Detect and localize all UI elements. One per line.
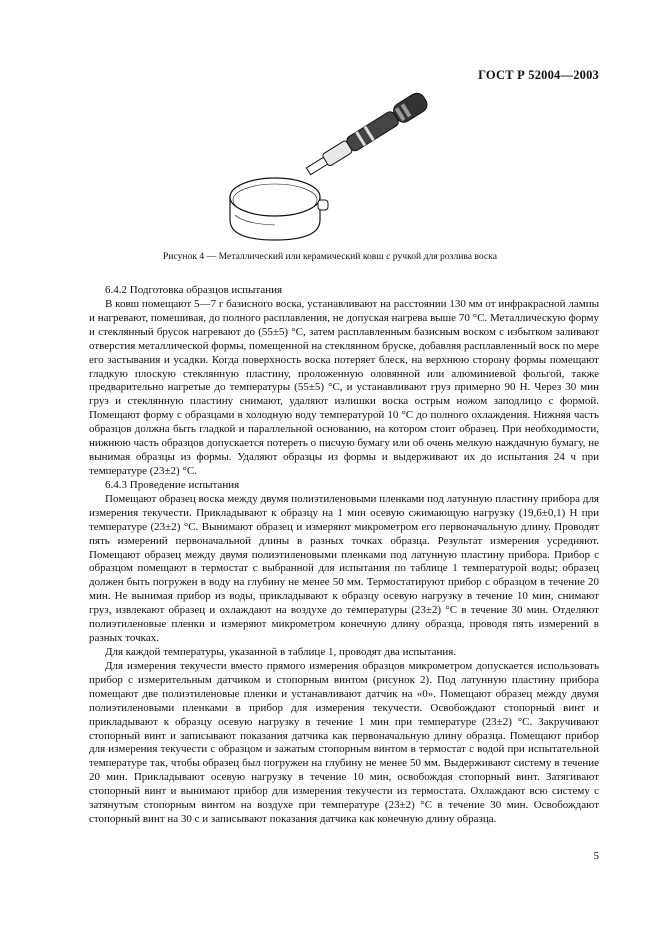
page-number: 5 [593, 850, 599, 862]
section-heading: 6.4.3 Проведение испытания [105, 478, 240, 491]
figure-caption: Рисунок 4 — Металлический или керамический ковш с ручкой для розлива воска [163, 251, 497, 262]
paragraph: В ковш помещают 5—7 г базисного воска, устанавливают на расстоянии 130 мм от инфракрасной лампы и нагревают, помешивая, до полного расплавления, не допуская нагрева выше 70 °С. Металлическую форму и стеклянный брусок нагревают до (55±5) °С, затем расплавленным базисным воском с избытком заливают отверстия металлической формы, помещенной на стеклянном бруске, добавляя расплавленный воск по мере его застывания и усадки. Когда поверхность воска потеряет блеск, на верхнюю сторону формы помещают гладкую плоскую стеклянную пластину, проложенную оловянной или алюминиевой фольгой, также предварительно нагретые до температуры (55±5) °С, и устанавливают груз примерно 90 Н. Через 30 мин груз и стеклянную пластину снимают, удаляют излишки воска острым ножом заподлицо с формой. Помещают форму с образцами в холодную воду температурой 10 °С до полного охлаждения. Нижняя часть образцов должна быть гладкой и параллельной основанию, на котором стоит образец. При необходимости, нижнюю часть образцов допускается потереть о писчую бумагу или об очень мелкую наждачную бумагу, не вынимая образцы из формы. Удаляют образцы из формы и выдерживают их до испытания 24 ч при температуре (23±2) °С. [89, 297, 599, 477]
paragraph: Для измерения текучести вместо прямого измерения образцов микрометром допускается использовать прибор с измерительным датчиком и стопорным винтом (рисунок 2). Под латунную пластину прибора помещают две полиэтиленовые пленки и устанавливают датчик на «0». Помещают образец между двумя полиэтиленовыми пленками в прибор для измерения текучести. Освобождают стопорный винт и прикладывают к образцу осевую нагрузку в течение 1 мин при температуре (23±2) °С. Закручивают стопорный винт и записывают показания датчика как первоначальную длину образца. Помещают прибор для измерения текучести с образцом и зажатым стопорным винтом в термостат с водой при испытательной температуре так, чтобы образец был погружен на глубину не менее 50 мм. Выдерживают систему в течение 20 мин. Прикладывают осевую нагрузку в течение 10 мин, освобождая стопорный винт. Затягивают стопорный винт и вынимают прибор для измерения текучести из термостата. Охлаждают всю систему с затянутым стопорным винтом на воздухе при температуре (23±2) °С в течение 30 мин. Освобождают стопорный винт на 30 с и записывают показания датчика как конечную длину образца. [89, 659, 599, 826]
section-heading: 6.4.2 Подготовка образцов испытания [105, 284, 283, 296]
document-header: ГОСТ Р 52004—2003 [478, 68, 599, 82]
body-text [89, 284, 599, 827]
ladle-with-handle-illustration [215, 92, 450, 242]
paragraph: Для каждой температуры, указанной в таблице 1, проводят два испытания. [105, 645, 457, 658]
paragraph: Помещают образец воска между двумя полиэтиленовыми пленками под латунную пластину прибора для измерения текучести. Прикладывают к образцу на 1 мин осевую сжимающую нагрузку (19,6±0,1) Н при температуре (23±2) °С. Вынимают образец и измеряют микрометром его первоначальную длину. Проводят пять измерений первоначальной длины в разных точках образца. Результат измерения усредняют. Помещают образец между двумя полиэтиленовыми пленками под латунную пластину прибора. Прибор с образцом помещают в термостат с выбранной для испытания по таблице 1 температурой воды; образец должен быть погружен в воду на глубину не менее 50 мм. Термостатируют прибор с образцом в течение 20 мин. Не вынимая прибор из воды, прикладывают к образцу осевую нагрузку в течение 10 мин, снимают груз, извлекают образец и охлаждают на воздухе до температуры (23±2) °С в течение 30 мин. Отделяют полиэтиленовые пленки и измеряют микрометром конечную длину образца, проводя пять измерений в разных точках. [89, 492, 599, 645]
